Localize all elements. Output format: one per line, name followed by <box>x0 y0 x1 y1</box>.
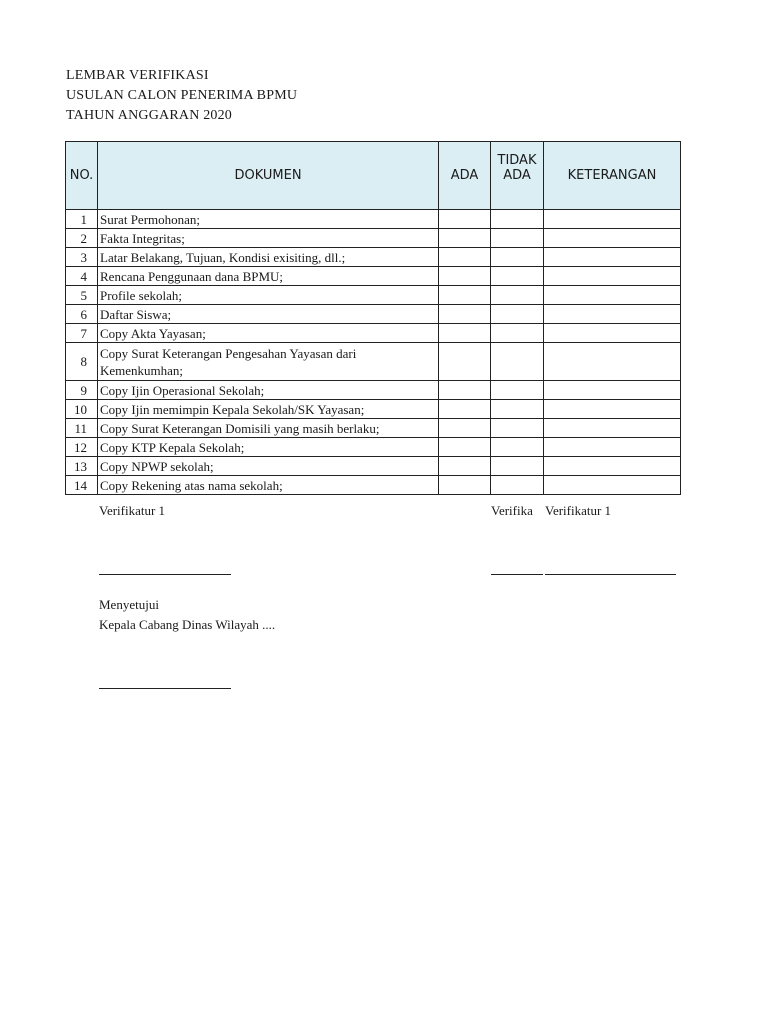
cell-ada[interactable] <box>439 381 491 400</box>
row-number: 3 <box>66 248 98 267</box>
title-line-1: LEMBAR VERIFIKASI <box>66 68 209 83</box>
cell-keterangan[interactable] <box>544 229 681 248</box>
row-document: Copy Ijin Operasional Sekolah; <box>98 381 439 400</box>
row-number: 6 <box>66 305 98 324</box>
signature-line-kepala <box>99 688 231 689</box>
row-number: 8 <box>66 343 98 381</box>
row-number: 12 <box>66 438 98 457</box>
table-row <box>66 210 681 229</box>
cell-tidak-ada[interactable] <box>491 229 544 248</box>
cell-keterangan[interactable] <box>544 419 681 438</box>
title-line-3: TAHUN ANGGARAN 2020 <box>66 108 233 123</box>
kepala-cabang-label: Kepala Cabang Dinas Wilayah .... <box>99 617 276 632</box>
cell-keterangan[interactable] <box>544 248 681 267</box>
table-row <box>66 286 681 305</box>
table-row <box>66 438 681 457</box>
table-row <box>66 400 681 419</box>
row-number: 9 <box>66 381 98 400</box>
table-header-row <box>66 142 681 210</box>
cell-keterangan[interactable] <box>544 305 681 324</box>
cell-keterangan[interactable] <box>544 343 681 381</box>
row-number: 5 <box>66 286 98 305</box>
cell-ada[interactable] <box>439 267 491 286</box>
header-no: NO. <box>66 142 98 210</box>
cell-tidak-ada[interactable] <box>491 286 544 305</box>
verifikatur-right-clipped-label: Verifika <box>491 503 533 518</box>
cell-keterangan[interactable] <box>544 286 681 305</box>
row-document: Copy Rekening atas nama sekolah; <box>98 476 439 495</box>
row-number: 13 <box>66 457 98 476</box>
cell-ada[interactable] <box>439 248 491 267</box>
row-document: Rencana Penggunaan dana BPMU; <box>98 267 439 286</box>
header-tidak-ada <box>491 142 544 210</box>
row-number: 7 <box>66 324 98 343</box>
row-number: 11 <box>66 419 98 438</box>
row-number: 2 <box>66 229 98 248</box>
header-tidak-ada-line1: TIDAK <box>497 153 537 168</box>
cell-tidak-ada[interactable] <box>491 400 544 419</box>
verification-table <box>65 141 681 495</box>
header-ada: ADA <box>439 142 491 210</box>
signature-line-right-b <box>545 574 676 575</box>
cell-keterangan[interactable] <box>544 267 681 286</box>
row-document: Copy Surat Keterangan Domisili yang masih berlaku; <box>98 419 439 438</box>
row-document: Surat Permohonan; <box>98 210 439 229</box>
cell-tidak-ada[interactable] <box>491 267 544 286</box>
table-row <box>66 343 681 381</box>
row-document: Copy Surat Keterangan Pengesahan Yayasan dari Kemenkumhan; <box>98 343 439 381</box>
cell-ada[interactable] <box>439 305 491 324</box>
cell-ada[interactable] <box>439 286 491 305</box>
cell-ada[interactable] <box>439 324 491 343</box>
cell-keterangan[interactable] <box>544 210 681 229</box>
cell-tidak-ada[interactable] <box>491 248 544 267</box>
row-number: 14 <box>66 476 98 495</box>
header-dokumen: DOKUMEN <box>98 142 439 210</box>
table-row <box>66 305 681 324</box>
row-document: Daftar Siswa; <box>98 305 439 324</box>
cell-tidak-ada[interactable] <box>491 438 544 457</box>
cell-ada[interactable] <box>439 210 491 229</box>
cell-tidak-ada[interactable] <box>491 419 544 438</box>
table-row <box>66 419 681 438</box>
cell-ada[interactable] <box>439 457 491 476</box>
cell-tidak-ada[interactable] <box>491 381 544 400</box>
cell-tidak-ada[interactable] <box>491 476 544 495</box>
document-title <box>66 66 297 126</box>
header-tidak-ada-line2: ADA <box>503 168 531 183</box>
title-line-2: USULAN CALON PENERIMA BPMU <box>66 88 298 103</box>
cell-tidak-ada[interactable] <box>491 305 544 324</box>
cell-ada[interactable] <box>439 419 491 438</box>
cell-keterangan[interactable] <box>544 457 681 476</box>
cell-keterangan[interactable] <box>544 476 681 495</box>
row-number: 1 <box>66 210 98 229</box>
row-document: Fakta Integritas; <box>98 229 439 248</box>
signature-line-right-a <box>491 574 543 575</box>
row-document: Copy KTP Kepala Sekolah; <box>98 438 439 457</box>
cell-ada[interactable] <box>439 343 491 381</box>
cell-tidak-ada[interactable] <box>491 324 544 343</box>
cell-ada[interactable] <box>439 400 491 419</box>
cell-ada[interactable] <box>439 438 491 457</box>
row-number: 4 <box>66 267 98 286</box>
menyetujui-label: Menyetujui <box>99 597 159 612</box>
row-document: Latar Belakang, Tujuan, Kondisi exisiting, dll.; <box>98 248 439 267</box>
table-row <box>66 248 681 267</box>
header-keterangan: KETERANGAN <box>544 142 681 210</box>
table-row <box>66 267 681 286</box>
cell-tidak-ada[interactable] <box>491 457 544 476</box>
cell-ada[interactable] <box>439 476 491 495</box>
row-document: Copy Akta Yayasan; <box>98 324 439 343</box>
verifikatur-right-label: Verifikatur 1 <box>545 503 612 518</box>
cell-ada[interactable] <box>439 229 491 248</box>
cell-keterangan[interactable] <box>544 438 681 457</box>
row-document: Profile sekolah; <box>98 286 439 305</box>
cell-tidak-ada[interactable] <box>491 210 544 229</box>
cell-keterangan[interactable] <box>544 400 681 419</box>
signature-line-left <box>99 574 231 575</box>
table-row <box>66 457 681 476</box>
verifikatur-left-label: Verifikatur 1 <box>99 503 166 518</box>
row-document: Copy Ijin memimpin Kepala Sekolah/SK Yayasan; <box>98 400 439 419</box>
cell-tidak-ada[interactable] <box>491 343 544 381</box>
table-row <box>66 381 681 400</box>
row-number: 10 <box>66 400 98 419</box>
table-row <box>66 324 681 343</box>
cell-keterangan[interactable] <box>544 324 681 343</box>
row-document: Copy NPWP sekolah; <box>98 457 439 476</box>
table-row <box>66 476 681 495</box>
cell-keterangan[interactable] <box>544 381 681 400</box>
table-row <box>66 229 681 248</box>
